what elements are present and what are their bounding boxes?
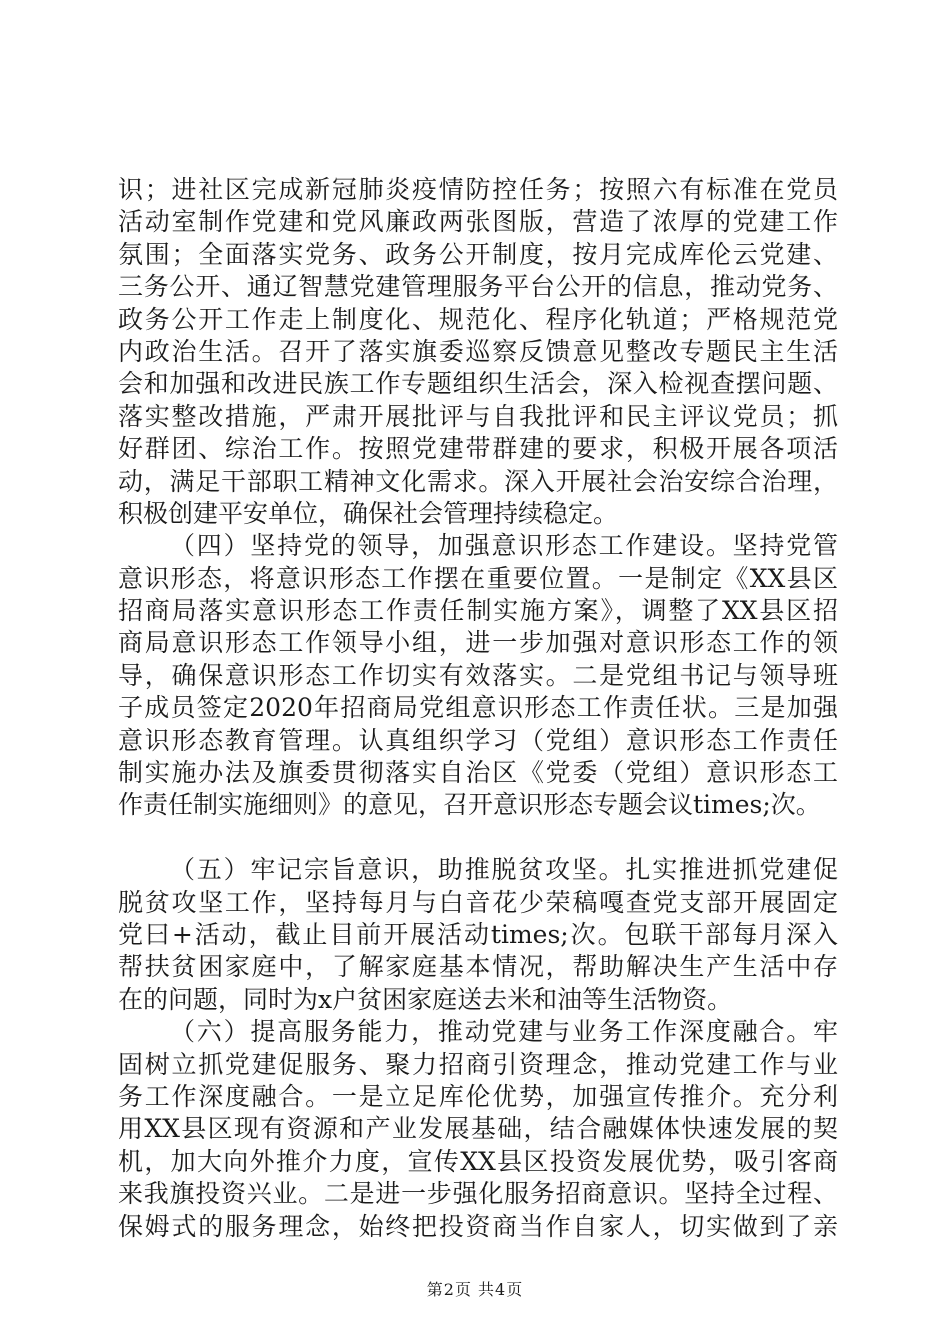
text-line: 意识形态，将意识形态工作摆在重要位置。一是制定《XX县区 [118, 563, 838, 593]
text-line: 积极创建平安单位，确保社会管理持续稳定。 [118, 498, 619, 528]
text-line: 制实施办法及旗委贯彻落实自治区《党委（党组）意识形态工 [118, 758, 838, 788]
paragraph-party-building [118, 174, 838, 530]
text-line: 党曰+活动，截止目前开展活动times;次。包联干部每月深入 [118, 919, 838, 949]
text-line: 作责任制实施细则》的意见，召开意识形态专题会议times;次。 [118, 790, 821, 820]
paragraph-poverty-alleviation [118, 854, 838, 1016]
document-body [118, 174, 838, 1243]
text-line: 在的问题，同时为x户贫困家庭送去米和油等生活物资。 [118, 984, 733, 1014]
text-line: 识；进社区完成新冠肺炎疫情防控任务；按照六有标准在党员 [118, 175, 838, 204]
text-line: 招商局落实意识形态工作责任制实施方案》，调整了XX县区招 [118, 596, 838, 626]
text-line: （四）坚持党的领导，加强意识形态工作建设。坚持党管 [170, 531, 838, 561]
page-footer [0, 1277, 950, 1300]
text-line: 会和加强和改进民族工作专题组织生活会，深入检视查摆问题、 [118, 369, 838, 399]
text-line: 机，加大向外推介力度，宣传XX县区投资发展优势，吸引客商 [118, 1146, 838, 1176]
text-line: 内政治生活。召开了落实旗委巡察反馈意见整改专题民主生活 [118, 336, 838, 366]
text-line: 意识形态教育管理。认真组织学习（党组）意识形态工作责任 [118, 725, 838, 755]
text-line: 政务公开工作走上制度化、规范化、程序化轨道；严格规范党 [118, 304, 838, 334]
text-line: 商局意识形态工作领导小组，进一步加强对意识形态工作的领 [118, 628, 838, 658]
text-line: 活动室制作党建和党风廉政两张图版，营造了浓厚的党建工作 [118, 207, 838, 237]
text-line: 动，满足干部职工精神文化需求。深入开展社会治安综合治理， [118, 466, 838, 496]
text-line: 保姆式的服务理念，始终把投资商当作自家人，切实做到了亲 [118, 1211, 838, 1241]
text-line: 帮扶贫困家庭中，了解家庭基本情况，帮助解决生产生活中存 [118, 952, 838, 982]
text-line: 三务公开、通辽智慧党建管理服务平台公开的信息，推动党务、 [118, 272, 838, 302]
text-line: 落实整改措施，严肃开展批评与自我批评和民主评议党员；抓 [118, 401, 838, 431]
text-line: 来我旗投资兴业。二是进一步强化服务招商意识。坚持全过程、 [118, 1179, 838, 1209]
paragraph-service-capacity [118, 1016, 838, 1243]
text-line: 导，确保意识形态工作切实有效落实。二是党组书记与领导班 [118, 660, 838, 690]
text-line: 务工作深度融合。一是立足库伦优势，加强宣传推介。充分利 [118, 1081, 838, 1111]
text-line: 用XX县区现有资源和产业发展基础，结合融媒体快速发展的契 [118, 1114, 838, 1144]
text-line: 脱贫攻坚工作，坚持每月与白音花少荣稿嘎查党支部开展固定 [118, 887, 838, 917]
paragraph-gap [118, 822, 838, 854]
text-line: 好群团、综治工作。按照党建带群建的要求，积极开展各项活 [118, 434, 838, 464]
text-line: 固树立抓党建促服务、聚力招商引资理念，推动党建工作与业 [118, 1049, 838, 1079]
text-line: 子成员签定2020年招商局党组意识形态工作责任状。三是加强 [118, 693, 838, 723]
paragraph-ideology [118, 530, 838, 822]
text-line: 氛围；全面落实党务、政务公开制度，按月完成库伦云党建、 [118, 239, 838, 269]
page-number: 第2页 共4页 [426, 1280, 524, 1299]
text-line: （六）提高服务能力，推动党建与业务工作深度融合。牢 [170, 1017, 838, 1047]
text-line: （五）牢记宗旨意识，助推脱贫攻坚。扎实推进抓党建促 [170, 855, 838, 885]
